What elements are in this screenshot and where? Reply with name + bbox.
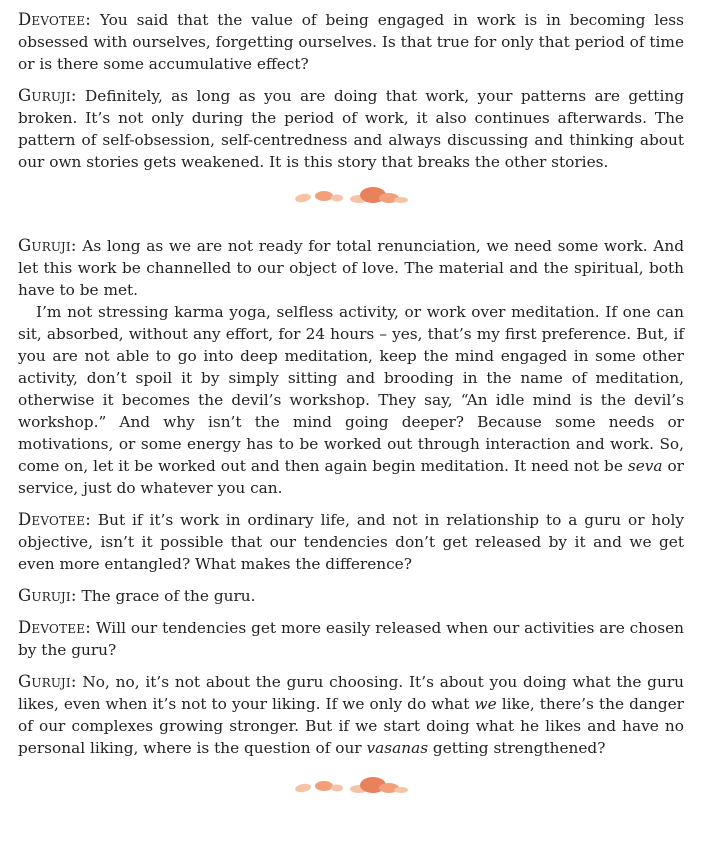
dialogue-text: No, no, it’s not about the guru choosing. It’s about you doing what the guru likes, even when it’s not to your liking. If we only do what — [18, 673, 684, 713]
dialogue-text: You said that the value of being engaged in work is in becoming less obsessed with ourselves, forgetting ourselves. Is that true for only that period of time or is there some accumulative effect? — [18, 11, 684, 73]
lotus-petals-ornament-icon — [293, 774, 409, 798]
dialogue-text: I’m not stressing karma yoga, selfless activity, or work over meditation. If one can sit, absorbed, without any effort, for 24 hours – yes, that’s my first preference. But, if you are not able to go into deep meditation, keep the mind engaged in some other activity, don’t spoil it by simply sitting and brooding in the name of meditation, otherwise it becomes the devil’s workshop. They say, “An idle mind is the devil’s workshop.” And why isn’t the mind going deeper? Because some needs or motivations, or some energy has to be worked out through interaction and work. So, come on, let it be worked out and then again begin meditation. It need not be — [18, 303, 684, 475]
lotus-petals-ornament-icon — [293, 184, 409, 208]
dialogue-text: Definitely, as long as you are doing that work, your patterns are getting broken. It’s not only during the period of work, it also continues afterwards. The pattern of self-obsession, self-centredness and always discussing and thinking about our own stories gets weakened. It is this story that breaks the other stories. — [18, 87, 684, 171]
emphasis-text: seva — [627, 457, 663, 475]
dialogue-text: Will our tendencies get more easily released when our activities are chosen by the guru? — [18, 619, 684, 659]
guruji-answer-4 — [18, 671, 684, 759]
guruji-answer-2 — [18, 235, 684, 301]
emphasis-text: we — [474, 695, 497, 713]
devotee-question-2 — [18, 509, 684, 575]
devotee-question-3 — [18, 617, 684, 661]
dialogue-text: The grace of the guru. — [76, 587, 256, 605]
dialogue-text: As long as we are not ready for total renunciation, we need some work. And let this work be channelled to our object of love. The material and the spiritual, both have to be met. — [18, 237, 684, 299]
dialogue-text: getting strengthened? — [428, 739, 606, 757]
speaker-label: Guruji: — [18, 236, 77, 255]
dialogue-text: But if it’s work in ordinary life, and not in relationship to a guru or holy objective, isn’t it possible that our tendencies don’t get released by it and we get even more entangled? What makes the difference? — [18, 511, 684, 573]
speaker-label: Guruji: — [18, 672, 77, 691]
section-divider — [18, 183, 684, 209]
guruji-answer-2-continued — [18, 301, 684, 499]
guruji-answer-3 — [18, 585, 684, 607]
speaker-label: Devotee: — [18, 618, 91, 637]
devotee-question-1 — [18, 9, 684, 75]
guruji-answer-1 — [18, 85, 684, 173]
emphasis-text: vasanas — [366, 739, 429, 757]
section-divider — [18, 773, 684, 799]
speaker-label: Devotee: — [18, 10, 91, 29]
dialogue-text: like, there’s the danger of our complexes growing stronger. But if we start doing what he likes and have no personal liking, where is the question of our — [18, 695, 684, 757]
speaker-label: Guruji: — [18, 586, 77, 605]
speaker-label: Guruji: — [18, 86, 77, 105]
dialogue-text: or service, just do whatever you can. — [18, 457, 684, 497]
speaker-label: Devotee: — [18, 510, 91, 529]
